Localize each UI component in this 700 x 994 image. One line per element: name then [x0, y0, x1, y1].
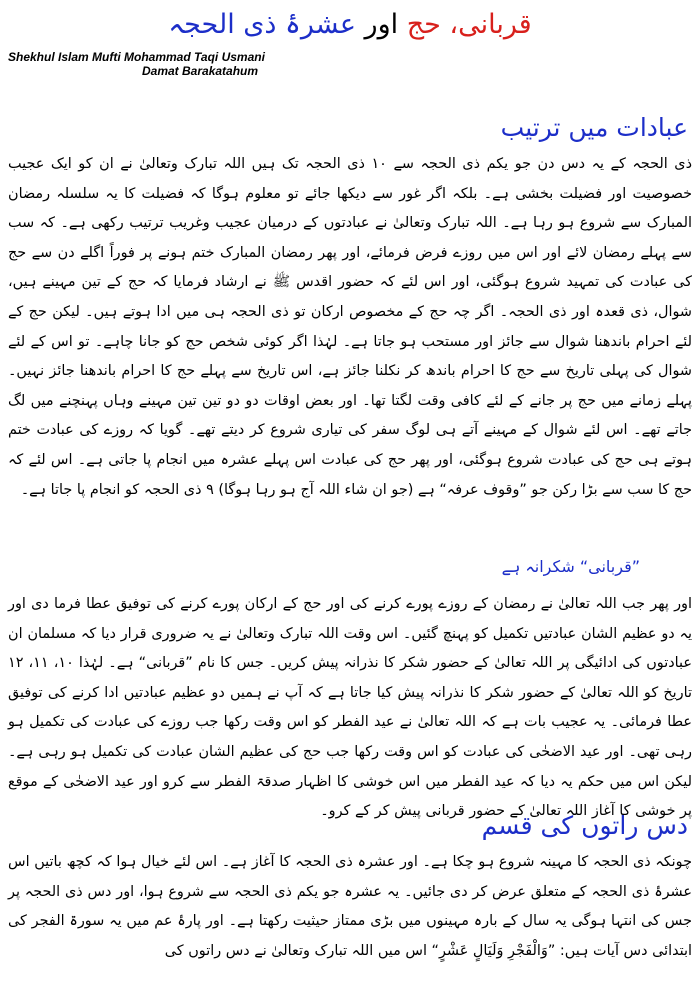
paragraph-qurbani-shukrana: اور پھر جب اللہ تعالیٰ نے رمضان کے روزے پورے کرنے کی اور حج کے ارکان پورے کرنے کی توفیق عطا فرما دی اور یہ دو عظیم الشان عبادتیں تکمیل کو پہنچ گئیں۔ اس وقت اللہ تبارک وتعالیٰ نے یہ ضروری قرار دیا کہ مسلمان ان عبادتوں کی ادائیگی پر اللہ تعالیٰ کے حضور شکر کا نذرانہ پیش کریں۔ جس کا نام ”قربانی“ ہے۔ لہٰذا ۱۰، ۱۱، ۱۲ تاریخ کو اللہ تعالیٰ کے حضور شکر کا نذرانہ پیش کیا جاتا ہے کہ آپ نے ہمیں دو عظیم عبادتیں ادا کرنے کی توفیق عطا فرمائی۔ یہ عجیب بات ہے کہ اللہ تعالیٰ نے عید الفطر کو اس وقت رکھا جب روزے کی عبادت کی تکمیل ہو رہی تھی۔ اور عید الاضحٰی کی عبادت کو اس وقت رکھا جب حج کی عظیم الشان عبادت کی تکمیل ہو رہی ہے۔ لیکن اس میں حکم یہ دیا کہ عید الفطر میں اس خوشی کا اظہار صدقۃ الفطر سے کرو اور عید الاضحٰی کے موقع پر خوشی کا آغاز اللہ تعالیٰ کے حضور قربانی پیش کر کے کرو۔: [8, 596, 692, 820]
author-name: Shekhul Islam Mufti Mohammad Taqi Usmani: [8, 50, 265, 64]
section-subheading-qurbani-shukrana: ”قربانی“ شکرانہ ہے: [501, 557, 640, 576]
author-byline: [8, 50, 328, 78]
paragraph-ibadat-tarteeb: ذی الحجہ کے یہ دس دن جو یکم ذی الحجہ سے ۱۰ ذی الحجہ تک ہیں اللہ تبارک وتعالیٰ نے ان کو ایک عجیب خصوصیت اور فضیلت بخشی ہے۔ بلکہ اگر غور سے دیکھا جائے تو معلوم ہوگا کہ فضیلت کا یہ سلسلہ رمضان المبارک سے شروع ہو رہا ہے۔ اللہ تبارک وتعالیٰ نے عبادتوں کے درمیان عجیب وغریب ترتیب رکھی ہے۔ کہ سب سے پہلے رمضان لائے اور اس میں روزے فرض فرمائے، اور پھر رمضان المبارک ختم ہونے پر فوراً اگلے دن سے حج کی عبادت کی تمہید شروع ہوگئی، اور اس لئے کہ حضور اقدس ﷺ نے ارشاد فرمایا کہ حج کے تین مہینے ہیں، شوال، ذی قعدہ اور ذی الحجہ۔ اگر چہ حج کے مخصوص ارکان تو ذی الحجہ ہی میں ادا ہوتے ہیں۔ لیکن حج کے لئے احرام باندھنا شوال سے جائز اور مستحب ہو جاتا ہے۔ لہٰذا اگر کوئی شخص حج کو جانا چاہے۔ تو اس کے لئے شوال کی پہلی تاریخ سے حج کا احرام باندھ کر نکلنا جائز ہے، اس تاریخ سے پہلے حج کا احرام باندھنا جائز نہیں۔ پہلے زمانے میں حج پر جانے کے لئے کافی وقت لگتا تھا۔ اور بعض اوقات دو دو تین تین مہینے وہاں پہنچنے میں لگ جاتے تھے۔ اس لئے شوال کے مہینے آتے ہی لوگ سفر کی تیاری شروع کر دیتے تھے۔ گویا کہ روزے کی عبادت ختم ہوتے ہی حج کی عبادت شروع ہوگئی، اور پھر حج کی عبادت اس پہلے عشرہ میں انجام پا جاتی ہے۔ اس لئے کہ حج کا سب سے بڑا رکن جو ”وقوف عرفہ“ ہے (جو ان شاء اللہ آج ہو رہا ہوگا) ۹ ذی الحجہ کو انجام پا جاتا ہے۔: [8, 156, 692, 498]
author-honorific: Damat Barakatahum: [142, 64, 259, 78]
section-heading-das-raton-ki-qasam: دس راتوں کی قسم: [481, 811, 688, 840]
title-hajj: ، حج: [406, 9, 459, 40]
paragraph-das-raton: چونکہ ذی الحجہ کا مہینہ شروع ہو چکا ہے۔ اور عشرہ ذی الحجہ کا آغاز ہے۔ اس لئے خیال ہوا کہ کچھ باتیں اس عشرۂ ذی الحجہ کے متعلق عرض کر دی جائیں۔ یہ عشرہ جو یکم ذی الحجہ سے شروع ہوا، اور دس ذی الحجہ پر جس کی انتہا ہوگی یہ سال کے بارہ مہینوں میں بڑی ممتاز حیثیت رکھتا ہے۔ اور پارۂ عم میں یہ سورۃ الفجر کی ابتدائی دس آیات ہیں: ”وَالْفَجْرِ وَلَيَالٍ عَشْرٍ“ اس میں اللہ تبارک وتعالیٰ نے دس راتوں کی: [8, 854, 692, 959]
title-qurbani: قربانی: [458, 9, 532, 40]
section-heading-ibadat-tarteeb: عبادات میں ترتیب: [500, 113, 688, 142]
title-ashra: عشرۂ ذی الحجہ: [168, 9, 356, 40]
page-title: [0, 8, 700, 42]
title-aur: اور: [355, 9, 407, 40]
